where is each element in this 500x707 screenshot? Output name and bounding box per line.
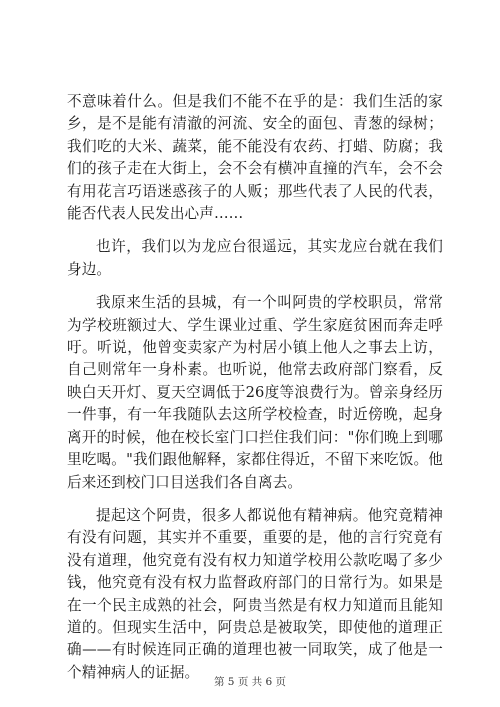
paragraph-2: 也许，我们以为龙应台很遥远，其实龙应台就在我们身边。: [67, 238, 443, 278]
paragraph-1: 不意味着什么。但是我们不能不在乎的是：我们生活的家乡，是不是能有清澈的河流、安全的面包、青葱的绿树；我们吃的大米、蔬菜，能不能没有农药、打蜡、防腐；我们的孩子走在大街上，会不会有横冲直撞的汽车，会不会有用花言巧语迷惑孩子的人贩；那些代表了人民的代表，能否代表人民发出心声……: [67, 93, 443, 223]
paragraph-4: 提起这个阿贵，很多人都说他有精神病。他究竟精神有没有问题，其实并不重要，重要的是，他的言行究竟有没有道理，他究竟有没有权力知道学校用公款吃喝了多少钱，他究竟有没有权力监督政府部门的日常行为。如果是在一个民主成熟的社会，阿贵当然是有权力知道而且能知道的。但现实生活中，阿贵总是被取笑，即使他的道理正确——有时候连同正确的道理也被一同取笑，成了他是一个精神病人的证据。: [67, 506, 443, 681]
body-text: [67, 91, 443, 684]
page-footer: 第 5 页 共 6 页: [213, 676, 287, 688]
paragraph-3: 我原来生活的县城，有一个叫阿贵的学校职员，常常为学校班额过大、学生课业过重、学生家庭贫困而奔走呼吁。听说，他曾变卖家产为村居小镇上他人之事去上访，自己则常年一身朴素。也听说，他常去政府部门察看，反映白天开灯、夏天空调低于26度等浪费行为。曾亲身经历一件事，有一年我随队去这所学校检查，时近傍晚，起身离开的时候，他在校长室门口拦住我们问："你们晚上到哪里吃喝。"我们跟他解释，家都住得近，不留下来吃饭。他后来还到校门口目送我们各自离去。: [67, 294, 443, 491]
